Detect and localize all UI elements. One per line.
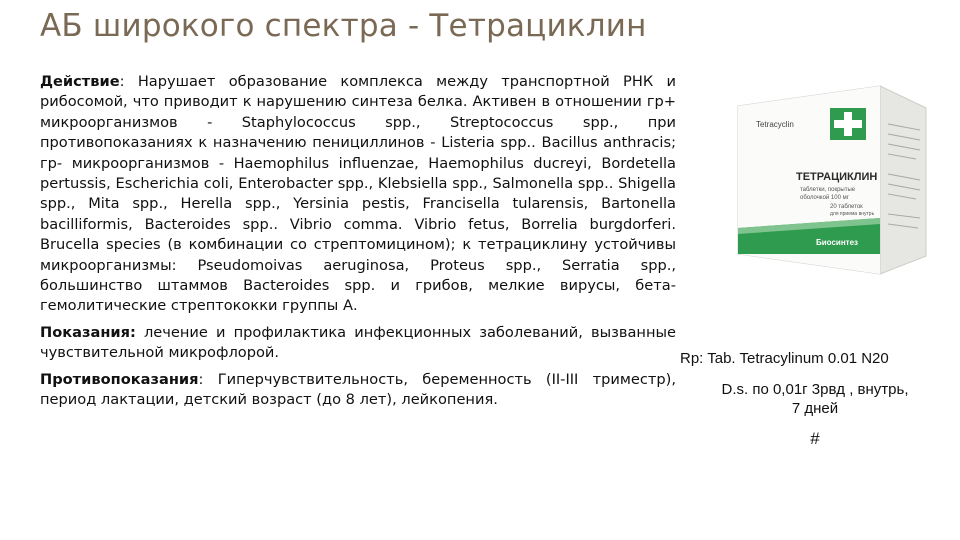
slide-title: АБ широкого спектра - Тетрациклин: [40, 8, 647, 44]
package-dose-line1: таблетки, покрытые: [800, 187, 856, 193]
action-paragraph: [40, 72, 676, 317]
indications-label: Показания:: [40, 323, 136, 341]
prescription-rp: Rp: Tab. Tetracylinum 0.01 N20: [680, 350, 889, 367]
drug-package-image: [730, 78, 930, 278]
prescription-block: [680, 350, 950, 449]
action-text: : Нарушает образование комплекса между транспортной РНК и рибосомой, что приводит к нарушению синтеза белка. Активен в отношении гр+ микроорганизмов - Staphylococcus spp., Streptococcus spp., при противопоказаниях к назначению пенициллинов - Listeria spp.. Bacillus anthracis; гр- микроорганизмов - Haemophilus influenzae, Haemophilus ducreyi, Bordetella pertussis, Escherichia coli, Enterobacter spp., Klebsiella spp., Salmonella spp.. Shigella spp., Mita spp., Herella spp., Yersinia pestis, Francisella tularensis, Bartonella bacilliformis, Bacteroides spp.. Vibrio comma. Vibrio fetus, Borrelia burgdorferi. Brucella species (в комбинации со стрептомицином); к тетрациклину устойчивы микроорганизмы: Pseudomoivas aeruginosa, Proteus spp., Serratia spp., большинство штаммов Bacteroides spp. и грибов, мелкие вирусы, бета-гемолитические стрептококки группы А.: [40, 73, 676, 315]
package-count-line1: 20 таблеток: [830, 204, 863, 210]
package-count-line2: для приема внутрь: [830, 211, 875, 217]
package-brand-small: Tetracyclin: [756, 120, 794, 129]
prescription-mark: #: [810, 429, 820, 448]
prescription-duration: 7 дней: [791, 400, 839, 417]
cross-logo-icon: [830, 108, 866, 140]
prescription-ds: D.s. по 0,01г 3рвд , внутрь,: [721, 381, 909, 398]
indications-paragraph: [40, 323, 676, 364]
contraindications-label: Противопоказания: [40, 370, 199, 388]
contraindications-text: : Гиперчувствительность, беременность (II-III триместр), период лактации, детский возраст (до 8 лет), лейкопения.: [40, 370, 676, 409]
package-drug-name: ТЕТРАЦИКЛИН: [796, 171, 878, 183]
package-dose-line2: оболочкой 100 мг: [800, 195, 849, 201]
contraindications-paragraph: [40, 370, 676, 411]
action-label: Действие: [40, 73, 120, 90]
drug-description: [40, 72, 676, 411]
package-maker: Биосинтез: [816, 238, 858, 247]
indications-text: лечение и профилактика инфекционных заболеваний, вызванные чувствительной микрофлорой.: [40, 323, 676, 362]
